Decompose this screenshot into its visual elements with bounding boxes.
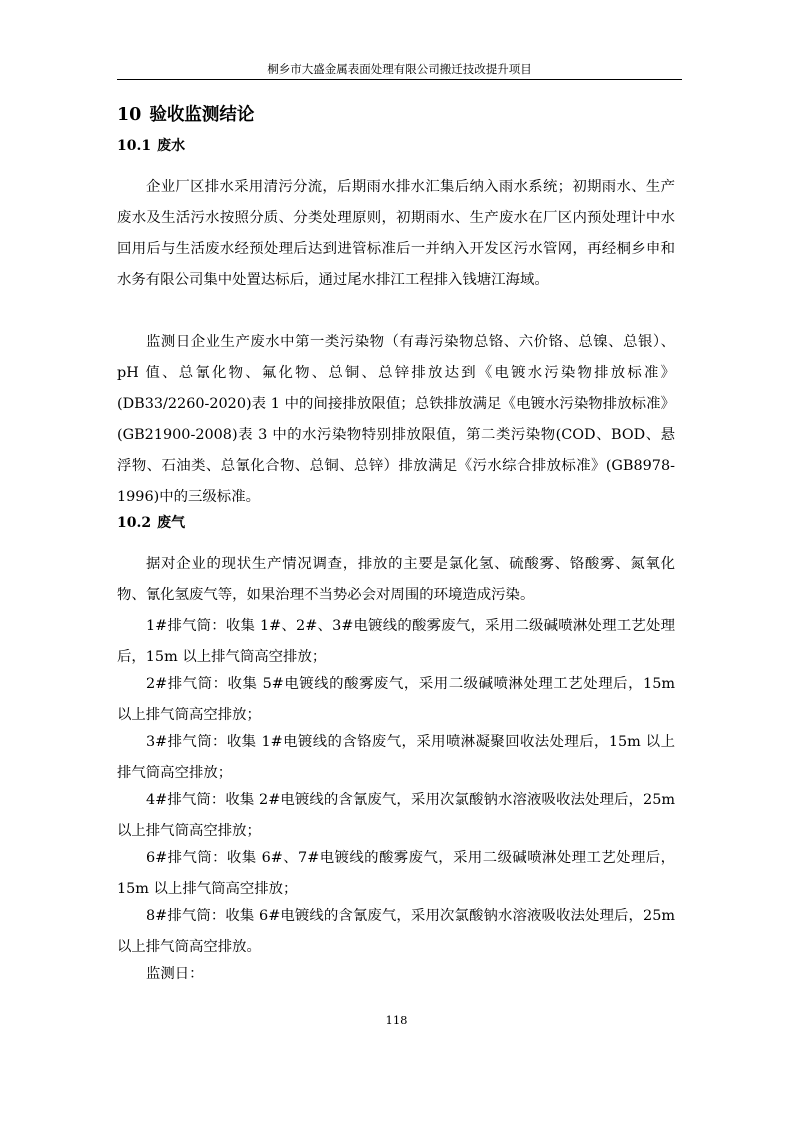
subsection-heading-wastewater [117, 137, 185, 155]
subsection-title: 废气 [157, 515, 186, 531]
paragraph-stack-4: 4#排气筒：收集 2#电镀线的含氰废气，采用次氯酸钠水溶液吸收法处理后，25m 以上排气筒高空排放； [117, 792, 675, 839]
paragraph-stack-3: 3#排气筒：收集 1#电镀线的含铬废气，采用喷淋凝聚回收法处理后，15m 以上排气筒高空排放； [117, 734, 675, 781]
subsection-number: 10.2 [117, 515, 152, 531]
paragraph-stack-8: 8#排气筒：收集 6#电镀线的含氰废气，采用次氯酸钠水溶液吸收法处理后，25m 以上排气筒高空排放。 [117, 908, 675, 955]
paragraph-wastewater-monitoring: 监测日企业生产废水中第一类污染物（有毒污染物总铬、六价铬、总镍、总银）、pH 值、总氰化物、氟化物、总铜、总锌排放达到《电镀水污染物排放标准》(DB33/2260-2020)表 1 中的间接排放限值；总铁排放满足《电镀水污染物排放标准》(GB21900-2008)表 3 中的水污染物特别排放限值，第二类污染物(COD、BOD、悬浮物、石油类、总氰化合物、总铜、总锌）排放满足《污水综合排放标准》(GB8978-1996)中的三级标准。 [117, 334, 675, 505]
subsection-heading-exhaust-gas [117, 514, 185, 532]
section-title: 验收监测结论 [149, 105, 255, 125]
page-header: 桐乡市大盛金属表面处理有限公司搬迁技改提升项目 [267, 62, 532, 76]
paragraph-monitoring-day: 监测日： [146, 966, 204, 982]
paragraph-stack-1: 1#排气筒：收集 1#、2#、3#电镀线的酸雾废气，采用二级碱喷淋处理工艺处理后，15m 以上排气筒高空排放； [117, 618, 675, 665]
paragraph-stack-2: 2#排气筒：收集 5#电镀线的酸雾废气，采用二级碱喷淋处理工艺处理后，15m 以上排气筒高空排放； [117, 676, 675, 723]
header-divider [117, 79, 682, 80]
section-heading [117, 104, 254, 126]
paragraph-exhaust-overview: 据对企业的现状生产情况调查，排放的主要是氯化氢、硫酸雾、铬酸雾、氮氧化物、氰化氢废气等，如果治理不当势必会对周围的环境造成污染。 [117, 556, 675, 603]
page-number: 118 [385, 1013, 408, 1027]
subsection-number: 10.1 [117, 138, 152, 154]
paragraph-wastewater-drainage: 企业厂区排水采用清污分流，后期雨水排水汇集后纳入雨水系统；初期雨水、生产废水及生活污水按照分质、分类处理原则，初期雨水、生产废水在厂区内预处理计中水回用后与生活废水经预处理后达到进管标准后一并纳入开发区污水管网，再经桐乡申和水务有限公司集中处置达标后，通过尾水排江工程排入钱塘江海域。 [117, 179, 675, 288]
section-number: 10 [117, 105, 142, 125]
paragraph-stack-6: 6#排气筒：收集 6#、7#电镀线的酸雾废气，采用二级碱喷淋处理工艺处理后，15m 以上排气筒高空排放； [117, 850, 675, 897]
subsection-title: 废水 [157, 138, 186, 154]
